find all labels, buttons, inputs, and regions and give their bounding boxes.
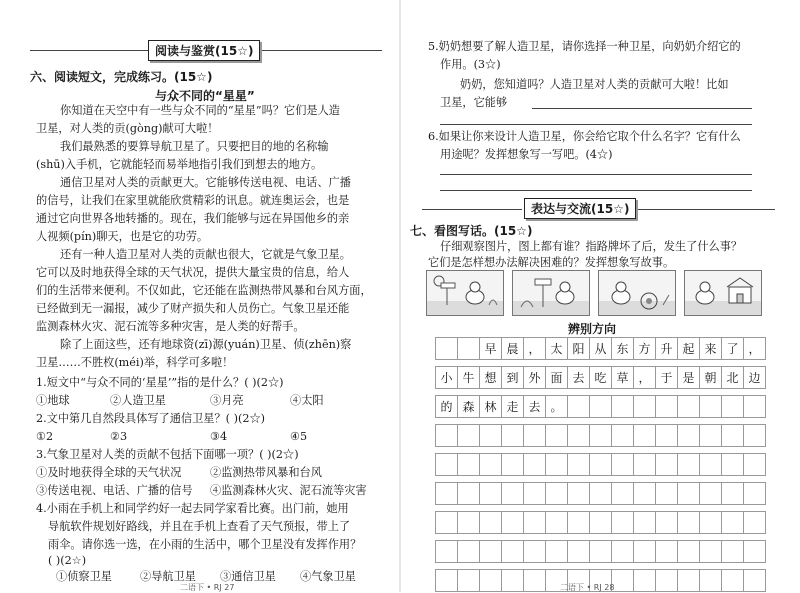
grid-cell[interactable]: 面 <box>546 367 568 389</box>
grid-cell[interactable]: 升 <box>656 338 678 360</box>
grid-cell[interactable]: 草 <box>612 367 634 389</box>
question-2: 2.文中第几自然段具体写了通信卫星？( )(2☆) <box>36 412 265 425</box>
para-line: 的信号，让我们在家里就能欣赏精彩的讯息。就连奥运会，也是 <box>36 194 350 207</box>
grid-cell[interactable] <box>590 396 612 418</box>
grid-cell[interactable]: 从 <box>590 338 612 360</box>
grid-row <box>436 541 766 563</box>
q1-option[interactable]: ②人造卫星 <box>110 394 166 407</box>
q1-option[interactable]: ①地球 <box>36 394 70 407</box>
q4-option[interactable]: ②导航卫星 <box>140 570 196 583</box>
question-6-line: 用途呢？发挥想象写一写吧。(4☆) <box>440 148 613 161</box>
q5-answer-blank[interactable] <box>440 124 752 125</box>
grid-cell[interactable]: 牛 <box>458 367 480 389</box>
para-line: 通信卫星对人类的贡献更大。它能够传送电视、电话、广播 <box>60 176 351 189</box>
grid-row <box>436 396 766 418</box>
reading-section-title: 阅读与鉴赏(15☆) <box>148 40 260 61</box>
grid-row <box>436 425 766 447</box>
question-5-line: 作用。(3☆) <box>440 58 501 71</box>
grid-cell[interactable] <box>700 396 722 418</box>
grid-cell[interactable] <box>678 396 700 418</box>
grid-cell[interactable] <box>458 338 480 360</box>
page-footer: 二语下 • RJ 28 <box>560 583 615 592</box>
grid-cell[interactable]: 太 <box>546 338 568 360</box>
grid-cell[interactable]: 小 <box>436 367 458 389</box>
grid-cell[interactable] <box>436 338 458 360</box>
grid-cell[interactable]: ， <box>634 367 656 389</box>
article-title: 与众不同的“星星” <box>155 89 255 103</box>
grid-row <box>436 367 766 389</box>
q3-option[interactable]: ④监测森林火灾、泥石流等灾害 <box>210 484 367 497</box>
q3-option[interactable]: ①及时地获得全球的天气状况 <box>36 466 182 479</box>
story-picture-4 <box>684 270 762 316</box>
title-rule-left <box>30 50 150 51</box>
title-rule-left <box>422 209 522 210</box>
question-4-line: 导航软件规划好路线，并且在手机上查看了天气预报，带上了 <box>48 520 351 533</box>
grid-cell[interactable] <box>634 396 656 418</box>
grid-cell[interactable]: 林 <box>480 396 502 418</box>
grid-cell[interactable]: 去 <box>524 396 546 418</box>
grid-cell[interactable]: 到 <box>502 367 524 389</box>
grid-spacer <box>436 360 766 367</box>
story-picture-2 <box>512 270 590 316</box>
grid-cell[interactable] <box>568 396 590 418</box>
grid-row <box>436 512 766 534</box>
grid-cell[interactable]: 来 <box>700 338 722 360</box>
grid-cell[interactable]: 阳 <box>568 338 590 360</box>
story-picture-3 <box>598 270 676 316</box>
story-title: 辨别方向 <box>568 322 617 336</box>
para-line: 卫星……不胜枚(méi)举，科学可多啦！ <box>36 356 234 369</box>
question-4: 4.小雨在手机上和同学约好一起去同学家看比赛。出门前，她用 <box>36 502 349 515</box>
q5-answer-prefix: 卫星，它能够 <box>440 96 508 109</box>
grid-cell[interactable]: 想 <box>480 367 502 389</box>
grid-spacer <box>436 418 766 425</box>
grid-cell[interactable]: 吃 <box>590 367 612 389</box>
question-4-line: ( )(2☆) <box>48 554 87 567</box>
page-footer: 二语下 • RJ 27 <box>180 583 235 592</box>
grid-cell[interactable]: 外 <box>524 367 546 389</box>
para-line: 们的生活带来便利。不仅如此，它还能在监测热带风暴和台风方面， <box>36 284 372 297</box>
para-line: 通过它向世界各地转播的。现在，我们能够与远在异国他乡的亲 <box>36 212 350 225</box>
picture-instructions-line: 它们是怎样想办法解决困难的？发挥想象写故事。 <box>428 256 675 269</box>
grid-cell[interactable]: 了 <box>722 338 744 360</box>
title-rule-right <box>252 50 382 51</box>
q4-option[interactable]: ④气象卫星 <box>300 570 356 583</box>
grid-cell[interactable]: 。 <box>546 396 568 418</box>
grid-cell[interactable] <box>722 396 744 418</box>
grid-row <box>436 483 766 505</box>
para-line: 它可以及时地获得全球的天气状况，提供大量宝贵的信息，给人 <box>36 266 350 279</box>
q2-option[interactable]: ④5 <box>290 430 308 443</box>
left-page <box>0 0 400 592</box>
para-line: 人视频(pín)聊天，也是它的功劳。 <box>36 230 209 243</box>
question-1: 1.短文中“与众不同的‘星星’”指的是什么？( )(2☆) <box>36 376 284 389</box>
para-line: 除了上面这些，还有地球资(zī)源(yuán)卫星、侦(zhēn)察 <box>60 338 352 351</box>
q3-option[interactable]: ③传送电视、电话、广播的信号 <box>36 484 193 497</box>
grid-cell[interactable] <box>744 396 766 418</box>
section7-heading: 七、看图写话。(15☆) <box>410 224 533 238</box>
question-5: 5.奶奶想要了解人造卫星，请你选择一种卫星，向奶奶介绍它的 <box>428 40 741 53</box>
para-line: 监测森林火灾、泥石流等多种灾害，是人类的好帮手。 <box>36 320 305 333</box>
writing-grid[interactable] <box>435 337 766 592</box>
grid-cell[interactable] <box>656 396 678 418</box>
para-line: 我们最熟悉的要算导航卫星了。只要把目的地的名称输 <box>60 140 329 153</box>
question-4-line: 雨伞。请你选一选，在小雨的生活中，哪个卫星没有发挥作用？ <box>48 538 362 551</box>
grid-cell[interactable]: ， <box>744 338 766 360</box>
grid-row <box>436 454 766 476</box>
q2-option[interactable]: ①2 <box>36 430 54 443</box>
section6-heading: 六、阅读短文，完成练习。(15☆) <box>30 70 213 84</box>
q6-answer-blank[interactable] <box>440 190 752 191</box>
grid-spacer <box>436 389 766 396</box>
grid-cell[interactable]: 方 <box>634 338 656 360</box>
para-line: 卫星，对人类的贡(gòng)献可大啦！ <box>36 122 219 135</box>
q2-option[interactable]: ②3 <box>110 430 128 443</box>
picture-instructions: 仔细观察图片，图上都有谁？指路牌坏了后，发生了什么事？ <box>440 240 743 253</box>
q6-answer-blank[interactable] <box>440 174 752 175</box>
grid-cell[interactable] <box>612 396 634 418</box>
grid-cell[interactable]: 起 <box>678 338 700 360</box>
story-picture-1 <box>426 270 504 316</box>
q4-option[interactable]: ③通信卫星 <box>220 570 276 583</box>
grid-cell[interactable]: 北 <box>722 367 744 389</box>
grid-cell[interactable]: 于 <box>656 367 678 389</box>
q3-option[interactable]: ②监测热带风暴和台风 <box>210 466 322 479</box>
grid-cell[interactable]: 边 <box>744 367 766 389</box>
grid-cell[interactable]: 朝 <box>700 367 722 389</box>
q1-option[interactable]: ④太阳 <box>290 394 324 407</box>
grid-cell[interactable]: 去 <box>568 367 590 389</box>
grid-cell[interactable]: 早 <box>480 338 502 360</box>
right-page <box>400 0 800 592</box>
grid-cell[interactable]: ， <box>524 338 546 360</box>
para-line: 你知道在天空中有一些与众不同的“星星”吗？它们是人造 <box>60 104 340 117</box>
grid-cell[interactable]: 走 <box>502 396 524 418</box>
grid-cell[interactable]: 是 <box>678 367 700 389</box>
question-6: 6.如果让你来设计人造卫星，你会给它取个什么名字？它有什么 <box>428 130 741 143</box>
grid-cell[interactable]: 森 <box>458 396 480 418</box>
grid-cell[interactable]: 晨 <box>502 338 524 360</box>
q5-answer-prompt: 奶奶，您知道吗？人造卫星对人类的贡献可大啦！比如 <box>460 78 729 91</box>
expression-section-title: 表达与交流(15☆) <box>524 198 636 219</box>
grid-cell[interactable]: 东 <box>612 338 634 360</box>
title-rule-right <box>635 209 775 210</box>
para-line: (shū)入手机，它就能轻而易举地指引我们到想去的地方。 <box>36 158 323 171</box>
q5-answer-blank[interactable] <box>532 108 752 109</box>
para-line: 已经做到无一漏报，减少了财产损失和人员伤亡。气象卫星还能 <box>36 302 350 315</box>
q1-option[interactable]: ③月亮 <box>210 394 244 407</box>
para-line: 还有一种人造卫星对人类的贡献也很大，它就是气象卫星。 <box>60 248 351 261</box>
q2-option[interactable]: ③4 <box>210 430 228 443</box>
question-3: 3.气象卫星对人类的贡献不包括下面哪一项？( )(2☆) <box>36 448 299 461</box>
grid-cell[interactable]: 的 <box>436 396 458 418</box>
q4-option[interactable]: ①侦察卫星 <box>56 570 112 583</box>
grid-row <box>436 338 766 360</box>
